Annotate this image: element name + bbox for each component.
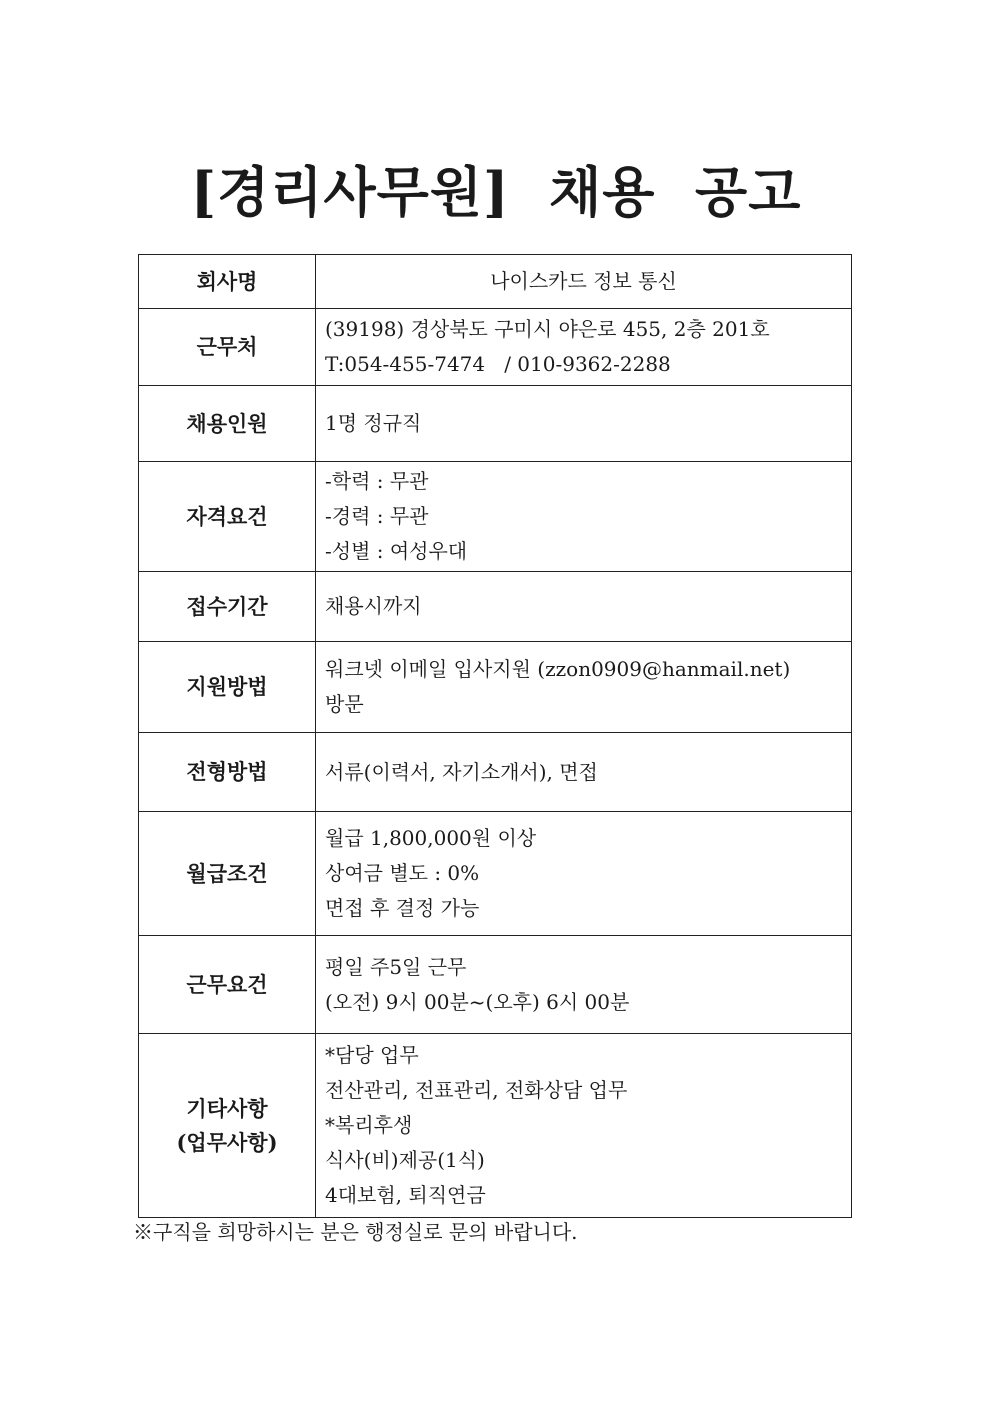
value-line: 식사(비)제공(1식) <box>325 1148 485 1172</box>
value-line: 방문 <box>325 692 364 716</box>
value-line: 면접 후 결정 가능 <box>325 896 480 920</box>
value-headcount <box>316 386 852 462</box>
value-line: -학력 : 무관 <box>325 469 429 493</box>
job-info-table <box>138 254 852 1218</box>
value-line: 서류(이력서, 자기소개서), 면접 <box>325 759 598 784</box>
value-line: 4대보험, 퇴직연금 <box>325 1183 486 1207</box>
value-working-conditions <box>316 936 852 1034</box>
value-line: *담당 업무 <box>325 1043 419 1067</box>
table-row <box>139 255 852 309</box>
value-apply-method <box>316 642 852 733</box>
label-salary: 월급조건 <box>139 812 316 936</box>
footnote: ※구직을 희망하시는 분은 행정실로 문의 바랍니다. <box>133 1220 578 1244</box>
label-working-conditions: 근무요건 <box>139 936 316 1034</box>
value-line: 평일 주5일 근무 <box>325 954 467 979</box>
value-line: -경력 : 무관 <box>325 504 429 528</box>
table-row <box>139 642 852 733</box>
label-line: (업무사항) <box>176 1129 278 1155</box>
label-apply-method: 지원방법 <box>139 642 316 733</box>
table-row <box>139 733 852 812</box>
value-other <box>316 1034 852 1218</box>
label-qualifications: 자격요건 <box>139 462 316 572</box>
value-line: -성별 : 여성우대 <box>325 539 468 563</box>
value-line: 나이스카드 정보 통신 <box>490 269 677 293</box>
value-salary <box>316 812 852 936</box>
value-line: 워크넷 이메일 입사지원 (zzon0909@hanmail.net) <box>325 657 791 681</box>
value-line: 1명 정규직 <box>325 411 422 435</box>
label-workplace: 근무처 <box>139 309 316 386</box>
label-headcount: 채용인원 <box>139 386 316 462</box>
label-other <box>139 1034 316 1218</box>
table-row <box>139 309 852 386</box>
table-row <box>139 936 852 1034</box>
table-row <box>139 812 852 936</box>
value-line: 전산관리, 전표관리, 전화상담 업무 <box>325 1078 628 1102</box>
label-company: 회사명 <box>139 255 316 309</box>
table-row <box>139 572 852 642</box>
value-line: 월급 1,800,000원 이상 <box>325 826 537 850</box>
table-row <box>139 386 852 462</box>
value-qualifications <box>316 462 852 572</box>
value-selection-method <box>316 733 852 812</box>
value-application-period <box>316 572 852 642</box>
value-line: (39198) 경상북도 구미시 야은로 455, 2층 201호 <box>325 317 770 341</box>
label-line: 기타사항 <box>186 1095 268 1121</box>
value-company <box>316 255 852 309</box>
label-application-period: 접수기간 <box>139 572 316 642</box>
value-line: T:054-455-7474 / 010-9362-2288 <box>325 352 671 376</box>
value-workplace <box>316 309 852 386</box>
table-row <box>139 462 852 572</box>
value-line: 채용시까지 <box>325 594 422 618</box>
value-line: (오전) 9시 00분~(오후) 6시 00분 <box>325 989 630 1014</box>
table-row <box>139 1034 852 1218</box>
page-title: [경리사무원] 채용 공고 <box>190 160 802 224</box>
value-line: *복리후생 <box>325 1113 413 1137</box>
label-selection-method: 전형방법 <box>139 733 316 812</box>
value-line: 상여금 별도 : 0% <box>325 861 480 885</box>
